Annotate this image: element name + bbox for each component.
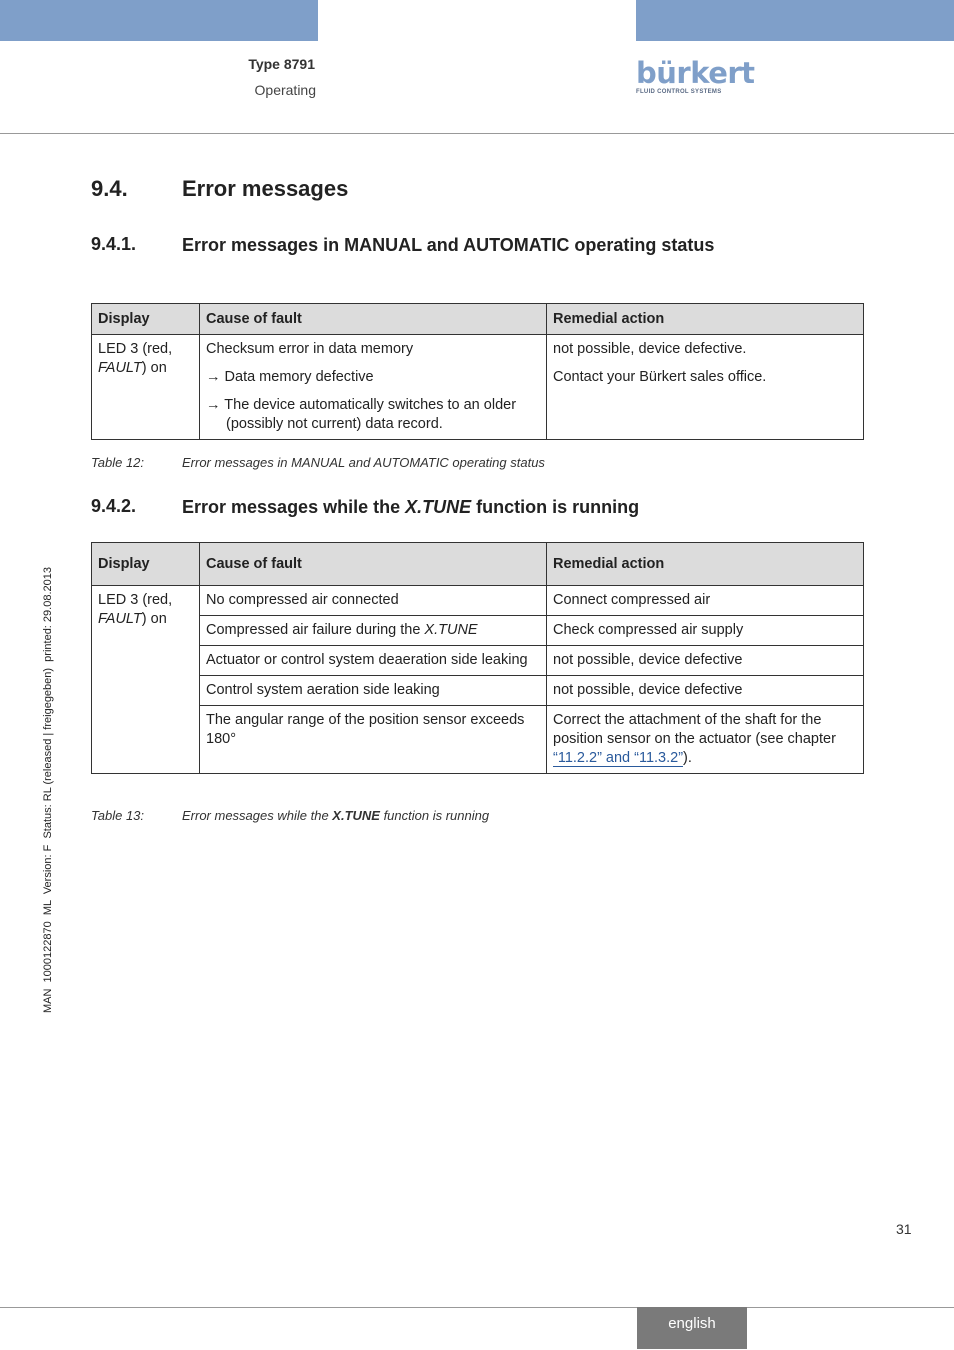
- action-cell: Connect compressed air: [547, 586, 864, 616]
- table-row: [92, 646, 864, 676]
- column-header: Cause of fault: [200, 304, 547, 335]
- caption-label: Table 12:: [91, 455, 145, 470]
- language-tab: english: [637, 1307, 747, 1349]
- table-row: [92, 335, 864, 440]
- action-cell: not possible, device defective: [547, 646, 864, 676]
- subsection-number: 9.4.1.: [91, 234, 137, 254]
- document-type: Type 8791: [248, 56, 315, 72]
- action-text: not possible, device defective.: [553, 341, 747, 357]
- table-row: [92, 616, 864, 646]
- column-header: Remedial action: [547, 543, 864, 586]
- subsection-number: 9.4.2.: [91, 496, 137, 516]
- caption-text: Error messages while the X.TUNE function is running: [182, 808, 490, 823]
- header-divider: [0, 133, 954, 134]
- cause-cell: Control system aeration side leaking: [200, 676, 547, 706]
- column-header: Display: [92, 304, 200, 335]
- error-table-manual-automatic: [91, 303, 864, 440]
- table-row: [92, 706, 864, 774]
- cause-cell: The angular range of the position sensor exceeds 180°: [200, 706, 547, 774]
- table-row: [92, 586, 864, 616]
- error-table-xtune: [91, 542, 864, 774]
- action-cell: Check compressed air supply: [547, 616, 864, 646]
- burkert-logo: [636, 56, 755, 95]
- action-text: Contact your Bürkert sales office.: [553, 369, 767, 385]
- action-cell: [547, 335, 864, 440]
- cause-text: → The device automatically switches to an older (possibly not current) data record.: [206, 397, 517, 432]
- logo-tagline: FLUID CONTROL SYSTEMS: [636, 89, 722, 95]
- section-number: 9.4.: [91, 176, 128, 201]
- table-header-row: [92, 543, 864, 586]
- action-cell: Correct the attachment of the shaft for the position sensor on the actuator (see chapter “11.2.2” and “11.3.2”).: [547, 706, 864, 774]
- header-band-left: [0, 0, 318, 41]
- table-header-row: [92, 304, 864, 335]
- header-band-right: [636, 0, 954, 41]
- subsection-title: Error messages in MANUAL and AUTOMATIC operating status: [182, 235, 715, 255]
- cause-cell: Actuator or control system deaeration side leaking: [200, 646, 547, 676]
- cause-cell: Compressed air failure during the X.TUNE: [200, 616, 547, 646]
- cause-text: → Data memory defective: [206, 369, 374, 385]
- subsection-title: Error messages while the X.TUNE function is running: [182, 497, 640, 517]
- caption-text: Error messages in MANUAL and AUTOMATIC operating status: [182, 455, 545, 470]
- column-header: Cause of fault: [200, 543, 547, 586]
- cause-cell: [200, 335, 547, 440]
- column-header: Display: [92, 543, 200, 586]
- cause-cell: No compressed air connected: [200, 586, 547, 616]
- document-status-sidebar: MAN 1000122870 ML Version: F Status: RL (released | freigegeben) printed: 29.08.2013: [42, 567, 54, 1013]
- display-cell: LED 3 (red, FAULT) on: [92, 586, 200, 774]
- column-header: Remedial action: [547, 304, 864, 335]
- page-number: 31: [896, 1221, 912, 1237]
- section-title: Error messages: [182, 176, 349, 201]
- footer-divider: [0, 1307, 954, 1308]
- table-row: [92, 676, 864, 706]
- document-section: Operating: [254, 82, 316, 98]
- display-cell: LED 3 (red, FAULT) on: [92, 335, 200, 440]
- chapter-reference-link[interactable]: “11.2.2” and “11.3.2”: [553, 750, 684, 766]
- action-cell: not possible, device defective: [547, 676, 864, 706]
- cause-text: Checksum error in data memory: [206, 341, 414, 357]
- caption-label: Table 13:: [91, 808, 145, 823]
- logo-name: bürkert: [636, 56, 755, 90]
